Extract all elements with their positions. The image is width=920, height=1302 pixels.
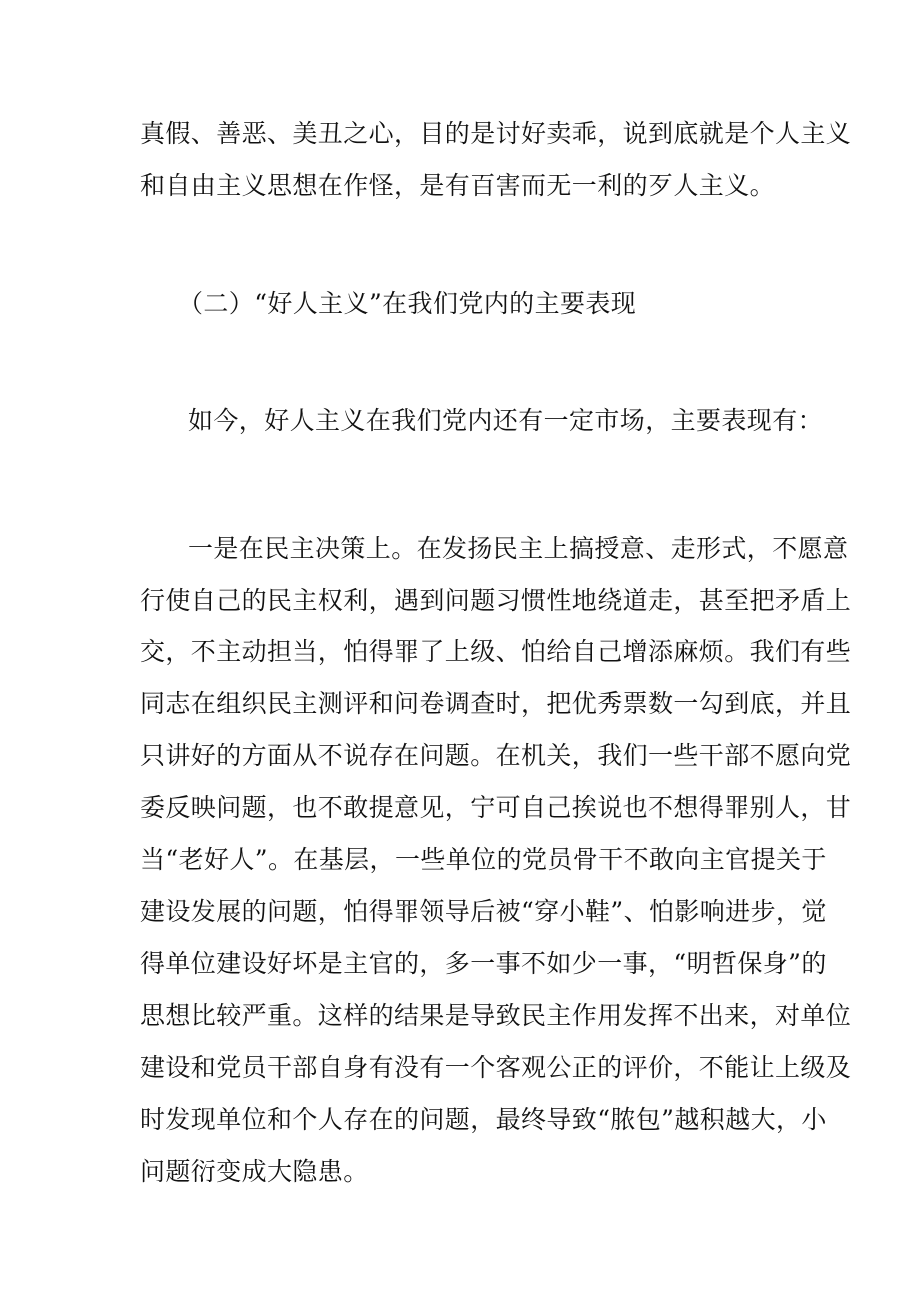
section-heading: （二）“好人主义”在我们党内的主要表现 xyxy=(178,289,637,318)
paragraph-line: 和自由主义思想在作怪，是有百害而无一利的歹人主义。 xyxy=(140,171,776,200)
paragraph-line: 真假、善恶、美丑之心，目的是讨好卖乖，说到底就是个人主义 xyxy=(140,119,852,148)
paragraph-line: 问题衍变成大隐患。 xyxy=(140,1157,369,1186)
paragraph-line: 当“老好人”。在基层，一些单位的党员骨干不敢向主官提关于 xyxy=(140,845,827,874)
paragraph-line: 一是在民主决策上。在发扬民主上搞授意、走形式，不愿意 xyxy=(188,534,849,563)
paragraph-line: 时发现单位和个人存在的问题，最终导致“脓包”越积越大，小 xyxy=(140,1105,827,1134)
paragraph-line: 得单位建设好坏是主官的，多一事不如少一事，“明哲保身”的 xyxy=(140,949,827,978)
paragraph-line: 行使自己的民主权利，遇到问题习惯性地绕道走，甚至把矛盾上 xyxy=(140,586,852,615)
paragraph-line: 只讲好的方面从不说存在问题。在机关，我们一些干部不愿向党 xyxy=(140,741,852,770)
paragraph-line: 委反映问题，也不敢提意见，宁可自己挨说也不想得罪别人，甘 xyxy=(140,793,852,822)
paragraph-line: 交，不主动担当，怕得罪了上级、怕给自己增添麻烦。我们有些 xyxy=(140,637,852,666)
paragraph-line: 建设发展的问题，怕得罪领导后被“穿小鞋”、怕影响进步，觉 xyxy=(140,897,827,926)
intro-paragraph: 如今，好人主义在我们党内还有一定市场，主要表现有： xyxy=(188,406,824,435)
paragraph-line: 建设和党员干部自身有没有一个客观公正的评价，不能让上级及 xyxy=(140,1053,852,1082)
paragraph-line: 思想比较严重。这样的结果是导致民主作用发挥不出来，对单位 xyxy=(140,1001,852,1030)
paragraph-line: 同志在组织民主测评和问卷调查时，把优秀票数一勾到底，并且 xyxy=(140,689,852,718)
